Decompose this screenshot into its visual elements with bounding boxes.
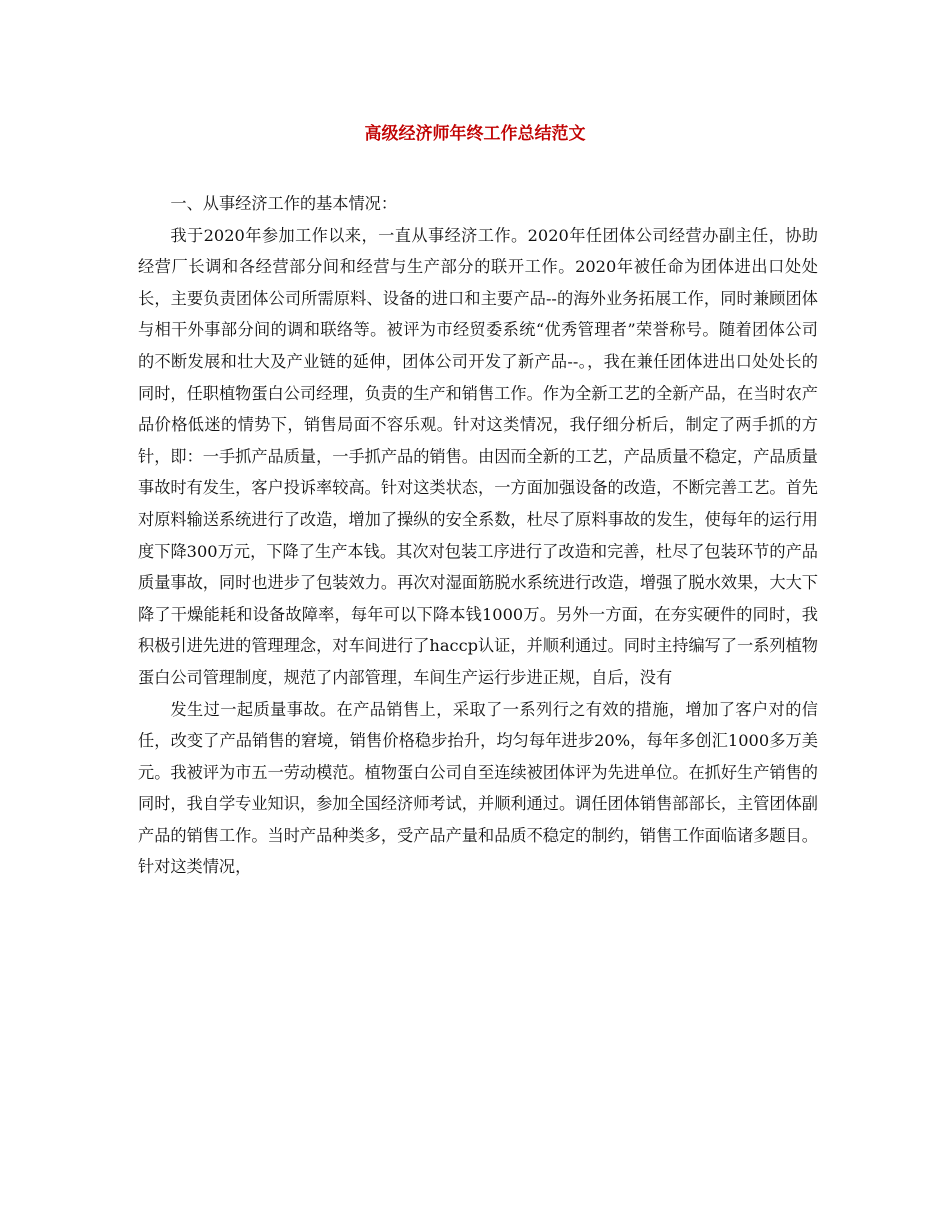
section-heading: 一、从事经济工作的基本情况： [170,194,398,213]
document-title: 高级经济师年终工作总结范文 [364,124,586,144]
body-paragraph: 我于2020年参加工作以来，一直从事经济工作。2020年任团体公司经营办副主任，协助经营厂长调和各经营部分间和经营与生产部分的联开工作。2020年被任命为团体进出口处处长，主要负责团体公司所需原料、设备的进口和主要产品--的海外业务拓展工作，同时兼顾团体与相干外事部分间的调和联络等。被评为市经贸委系统“优秀管理者”荣誉称号。随着团体公司的不断发展和壮大及产业链的延伸，团体公司开发了新产品--。，我在兼任团体进出口处处长的同时，任职植物蛋白公司经理，负责的生产和销售工作。作为全新工艺的全新产品，在当时农产品价格低迷的情势下，销售局面不容乐观。针对这类情况，我仔细分析后，制定了两手抓的方针，即：一手抓产品质量，一手抓产品的销售。由因而全新的工艺，产品质量不稳定，产品质量事故时有发生，客户投诉率较高。针对这类状态，一方面加强设备的改造，不断完善工艺。首先对原料输送系统进行了改造，增加了操纵的安全系数，杜尽了原料事故的发生，使每年的运行用度下降300万元，下降了生产本钱。其次对包装工序进行了改造和完善，杜尽了包装环节的产品质量事故，同时也进步了包装效力。再次对湿面筋脱水系统进行改造，增强了脱水效果，大大下降了干燥能耗和设备故障率，每年可以下降本钱1000万。另外一方面，在夯实硬件的同时，我积极引进先进的管理理念，对车间进行了haccp认证，并顺利通过。同时主持编写了一系列植物蛋白公司管理制度，规范了内部管理，车间生产运行步进正规，自后，没有 [138,225,818,687]
body-paragraph: 发生过一起质量事故。在产品销售上，采取了一系列行之有效的措施，增加了客户对的信任，改变了产品销售的窘境，销售价格稳步抬升，均匀每年进步20%，每年多创汇1000多万美元。我被评为市五一劳动模范。植物蛋白公司自至连续被团体评为先进单位。在抓好生产销售的同时，我自学专业知识，参加全国经济师考试，并顺利通过。调任团体销售部部长，主管团体副产品的销售工作。当时产品种类多，受产品产量和品质不稳定的制约，销售工作面临诸多题目。针对这类情况， [138,699,818,877]
document-body [138,188,818,883]
